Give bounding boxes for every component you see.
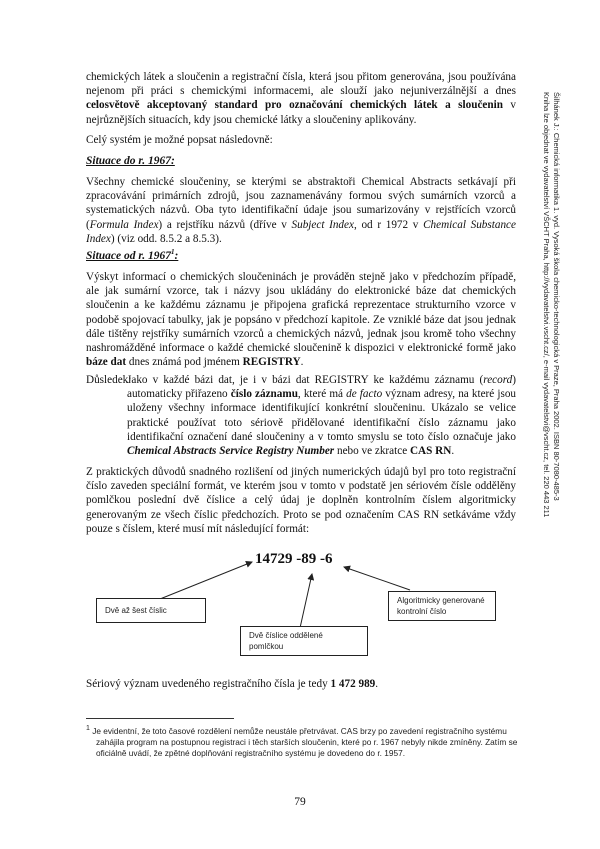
situation2-heading: [86, 250, 178, 262]
intro-text-2: v nejrůznějších situacích, kdy jsou chemické látky a sloučeniny aplikovány.: [86, 99, 517, 126]
cas-number: 14729 -89 -6: [255, 551, 333, 567]
s2-bold-2: REGISTRY: [242, 356, 301, 369]
side-citation-line2: Kniha lze objednat ve vydavatelství VŠCHT Praha, http://vydavatelstvi.vscht.cz/, e-mail vydavatelstvi@vscht.cz, tel. 220 443 211: [542, 92, 551, 518]
s1-text-4: ) (viz odd. 8.5.2 a 8.5.3).: [110, 232, 222, 245]
page-number: 79: [294, 796, 306, 808]
footnote-ref: 1: [170, 248, 175, 257]
c-italic-2: de facto: [346, 388, 383, 401]
format-paragraph: Z praktických důvodů snadného rozlišení od jiných numerických údajů byl pro toto registrační číslo zaveden speciální formát, ve kterém jsou v tomto v podstatě jen sériovém čísle oddělěny pomlčkou poslední dvě číslice a celý údaj je doplněn kontrolním číslem algoritmicky generovaným ze všech číslic předchozích. Proto se pod označením CAS RN setkáváme vždy pouze s číslem, které musí mít následující formát:: [86, 466, 516, 535]
c-bold-2: CAS RN: [409, 445, 452, 458]
s1-text-1: Všechny chemické sloučeniny, se kterými se abstraktoři Chemical Abstracts setkávají při zpracovávání primárních zdrojů, jsou zaznamenávány formou svých sumárních vzorců a systematických názvů. Oba tyto identifikační údaje jsou sumarizovány v rejstřících vzorců (: [86, 176, 516, 231]
c-bold-1: číslo záznamu: [230, 388, 298, 401]
s1-text-3: , od r 1972 v: [353, 218, 424, 231]
footnote-text: Je evidentní, že toto časové rozdělení nemůže neustále přetrvávat. CAS brzy po zavedení registračního systému zahájila program na postupnou registraci i těch starších sloučenin, které po r. 1967 nebyly nikde zmíněny. Zatím se oficiálně uvádí, že zpětné doplňování registračního systému je dovedeno do r. 1957.: [89, 726, 518, 758]
consequence-label: Důsledek:: [86, 374, 132, 386]
s2-heading-colon: :: [174, 250, 179, 262]
c-text-2: ) automaticky přiřazeno: [127, 374, 516, 401]
intro-text-1: chemických látek a sloučenin a registrační čísla, která jsou přitom generována, jsou používána nejenom při práci s chemickými informacemi, ale slouží jako nejuniverzálnější a dnes: [86, 71, 516, 98]
c-bold-italic: Chemical Abstracts Service Registry Number: [127, 445, 335, 458]
intro-bold: celosvětově akceptovaný standard pro označování chemických látek a sloučenin: [86, 99, 503, 112]
box-two-to-six-digits: Dvě až šest číslic: [96, 598, 206, 623]
serial-text-1: Sériový význam uvedeného registračního čísla je tedy: [86, 678, 331, 690]
consequence-paragraph: [127, 373, 516, 458]
side-citation-line1: Šilhánek J.: Chemická informatika 1. vyd. Vysoká škola chemicko-technologická v Praze, Praha 2002. ISBN 80-7080-485-3: [552, 92, 561, 501]
system-line: Celý systém je možné popsat následovně:: [86, 134, 273, 146]
s1-italic-3: Chemical Substance Index: [86, 218, 516, 245]
footnote-divider: [86, 718, 234, 719]
situation1-paragraph: [86, 175, 516, 246]
c-text-5: nebo ve zkratce: [334, 445, 410, 458]
s2-bold-1: báze dat: [86, 356, 127, 369]
s1-italic-2: Subject Index: [291, 218, 354, 231]
intro-paragraph: [86, 70, 516, 127]
serial-paragraph: [86, 677, 516, 691]
c-text-4: význam adresy, na které jsou uloženy všechny informace identifikující konkrétní sloučeninu. Ukázalo se velice praktické používat toto sériově přidělované identifikační číslo záznamu jako identifikační označení dané sloučeniny a v tomto smyslu se toto číslo označuje jako: [127, 388, 517, 443]
situation2-paragraph: [86, 270, 516, 369]
s1-text-2: ) a rejstříku názvů (dříve v: [158, 218, 292, 231]
box-check-digit: Algoritmicky generované kontrolní číslo: [388, 591, 496, 621]
c-text-3: , které má: [297, 388, 347, 401]
s2-text-3: .: [300, 356, 304, 369]
situation1-heading: Situace do r. 1967:: [86, 155, 175, 167]
s2-text-1: Výskyt informací o chemických sloučeninách je prováděn stejně jako v předchozím případě, ale jak sumární vzorce, tak i názvy jsou ukládány do elektronické báze dat chemických sloučenin a ke každému záznamu je připojena grafická reprezentace strukturního vzorce v podobě spojovací tabulky, jak je popsáno v předchozí kapitole. Ze vzniklé báze dat jsou jednak dále tištěny rejstříky sumárních vzorců a chemických názvů, jednak jsou kromě toho všechny nashromážděné informace o každé chemické sloučenině k dispozici v elektronické formě jako: [86, 271, 516, 355]
arrow-middle: [300, 574, 312, 628]
cas-format-diagram: [90, 550, 510, 670]
s1-italic-1: Formula Index: [89, 218, 159, 231]
arrow-right: [344, 567, 410, 590]
footnote-mark: 1: [86, 725, 90, 733]
box-two-digits-hyphen: Dvě číslice oddělené pomlčkou: [240, 626, 368, 656]
serial-text-2: .: [375, 678, 379, 690]
s2-heading-text: Situace od r. 1967: [86, 250, 171, 262]
footnote: [86, 726, 518, 759]
side-citation: [541, 92, 561, 777]
serial-bold: 1 472 989: [330, 678, 376, 690]
s2-text-2: dnes známá pod jménem: [126, 356, 243, 369]
c-text-1: Jako v každé bázi dat, je i v bázi dat REGISTRY ke každému záznamu (: [127, 374, 484, 386]
c-text-6: .: [451, 445, 455, 458]
arrow-left: [160, 562, 252, 599]
c-italic-1: record: [483, 374, 513, 386]
